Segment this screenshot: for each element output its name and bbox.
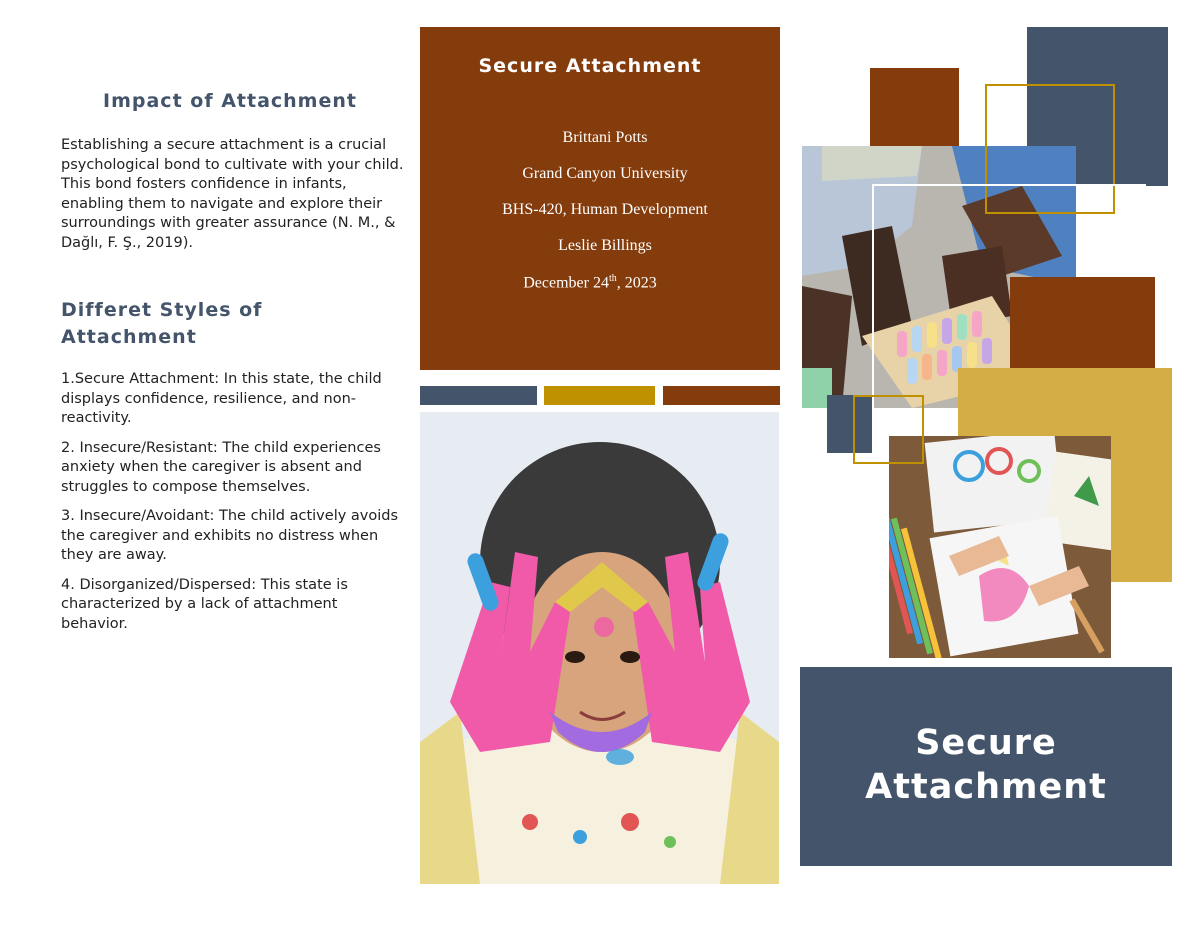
child-painted-hands-photo	[420, 412, 779, 884]
impact-heading: Impact of Attachment	[103, 90, 357, 112]
style-item-secure: 1.Secure Attachment: In this state, the child displays confidence, resilience, and non-reactivity.	[61, 371, 382, 426]
cover-title-line2: Attachment	[865, 767, 1107, 807]
style-item-avoidant: 3. Insecure/Avoidant: The child actively avoids the caregiver and exhibits no distress when they are away.	[61, 508, 399, 563]
child-drawing-illustration	[889, 436, 1111, 658]
strip-gold	[544, 386, 655, 405]
cover-title	[800, 721, 1172, 809]
instructor-name: Leslie Billings	[558, 237, 652, 254]
author-name: Brittani Potts	[562, 129, 648, 146]
deco-gold-outline-small	[853, 395, 924, 464]
child-painted-hands-illustration	[420, 412, 779, 884]
strip-brown	[663, 386, 780, 405]
impact-paragraph: Establishing a secure attachment is a crucial psychological bond to cultivate with your child. This bond fosters confidence in infants, enabling them to navigate and explore their surroundings with greater assurance (N. M., & Dağlı, F. Ş., 2019).	[61, 137, 404, 251]
cover-title-line1: Secure	[915, 723, 1057, 763]
strip-slate	[420, 386, 537, 405]
panel-title: Secure Attachment	[478, 55, 702, 77]
cover-panel	[800, 667, 1172, 866]
date-suffix: th	[608, 273, 617, 284]
date-day: December 24	[523, 274, 609, 292]
school-name: Grand Canyon University	[522, 165, 688, 182]
date-year: , 2023	[616, 274, 657, 292]
submission-date	[420, 273, 760, 292]
style-item-disorganized: 4. Disorganized/Dispersed: This state is characterized by a lack of attachment behavior.	[61, 576, 348, 632]
deco-brown-block-top	[870, 68, 959, 148]
course-name: BHS-420, Human Development	[502, 201, 708, 218]
styles-heading: Differet Styles of Attachment	[61, 299, 263, 348]
style-item-resistant: 2. Insecure/Resistant: The child experiences anxiety when the caregiver is absent and struggles to compose themselves.	[61, 439, 381, 495]
child-drawing-photo	[889, 436, 1111, 658]
title-panel	[420, 27, 780, 370]
styles-list	[61, 370, 406, 644]
